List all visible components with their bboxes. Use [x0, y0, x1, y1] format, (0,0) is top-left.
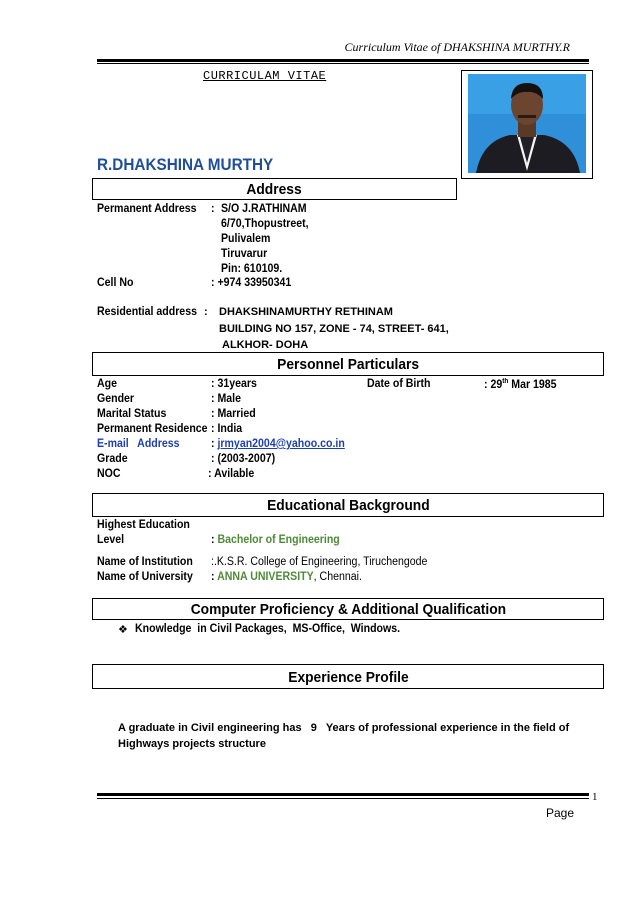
- grade-value: : (2003-2007): [211, 453, 276, 465]
- education-level-label: Highest Education: [97, 519, 190, 531]
- grade-label: Grade: [97, 453, 128, 465]
- residence-label: Permanent Residence: [97, 423, 208, 435]
- institution-label: Name of Institution: [97, 556, 193, 568]
- university-value: : ANNA UNIVERSITY, Chennai.: [211, 571, 362, 583]
- residential-address-line: ALKHOR- DOHA: [222, 339, 309, 351]
- computer-heading: Computer Proficiency & Additional Qualification: [92, 598, 604, 620]
- permanent-address-sep: :: [211, 203, 215, 215]
- header-rule-thin: [97, 63, 589, 64]
- residential-address-sep: :: [204, 306, 208, 318]
- experience-text: A graduate in Civil engineering has 9 Years of professional experience in the field of: [118, 722, 570, 734]
- education-level-value: : Bachelor of Engineering: [211, 534, 340, 546]
- page-label: Page: [546, 806, 575, 820]
- footer-rule-thin: [97, 798, 589, 799]
- email-value: : jrmyan2004@yahoo.co.in: [211, 438, 345, 450]
- bullet-icon: ❖: [118, 624, 128, 636]
- email-link[interactable]: jrmyan2004@yahoo.co.in: [217, 438, 345, 450]
- profile-photo: [461, 70, 593, 179]
- gender-label: Gender: [97, 393, 135, 405]
- address-heading: Address: [92, 178, 457, 200]
- permanent-address-line: 6/70,Thopustreet,: [221, 218, 309, 230]
- page-number: 1: [592, 791, 598, 803]
- noc-value: : Avilable: [208, 468, 255, 480]
- residential-address-line: BUILDING NO 157, ZONE - 74, STREET- 641,: [219, 323, 449, 335]
- university-label: Name of University: [97, 571, 193, 583]
- age-label: Age: [97, 378, 117, 390]
- experience-heading: Experience Profile: [92, 664, 604, 689]
- running-header: Curriculum Vitae of DHAKSHINA MURTHY.R: [344, 40, 570, 54]
- noc-label: NOC: [97, 468, 121, 480]
- cell-label: Cell No: [97, 277, 134, 289]
- education-heading: Educational Background: [92, 493, 604, 517]
- person-name: R.DHAKSHINA MURTHY: [97, 155, 274, 174]
- marital-value: : Married: [211, 408, 256, 420]
- permanent-address-line: Pulivalem: [221, 233, 271, 245]
- dob-value: : 29th Mar 1985: [484, 378, 557, 391]
- dob-label: Date of Birth: [367, 378, 431, 390]
- residence-value: : India: [211, 423, 243, 435]
- residential-address-label: Residential address: [97, 306, 197, 318]
- computer-skill-item: Knowledge in Civil Packages, MS-Office, Windows.: [135, 623, 401, 635]
- experience-text: Highways projects structure: [118, 738, 266, 750]
- cell-value: : +974 33950341: [211, 277, 292, 289]
- residential-address-line: DHAKSHINAMURTHY RETHINAM: [219, 306, 393, 318]
- footer-rule: [97, 793, 589, 796]
- email-label: E-mail Address: [97, 438, 180, 450]
- gender-value: : Male: [211, 393, 241, 405]
- permanent-address-label: Permanent Address: [97, 203, 197, 215]
- header-rule: [97, 59, 589, 62]
- education-level-label: Level: [97, 534, 125, 546]
- permanent-address-line: S/O J.RATHINAM: [221, 203, 307, 215]
- institution-value: :.K.S.R. College of Engineering, Tiruchengode: [211, 556, 428, 568]
- personnel-heading: Personnel Particulars: [92, 352, 604, 376]
- permanent-address-line: Tiruvarur: [221, 248, 268, 260]
- marital-label: Marital Status: [97, 408, 167, 420]
- age-value: : 31years: [211, 378, 257, 390]
- permanent-address-line: Pin: 610109.: [221, 263, 283, 275]
- document-title: CURRICULAM VITAE: [203, 69, 327, 83]
